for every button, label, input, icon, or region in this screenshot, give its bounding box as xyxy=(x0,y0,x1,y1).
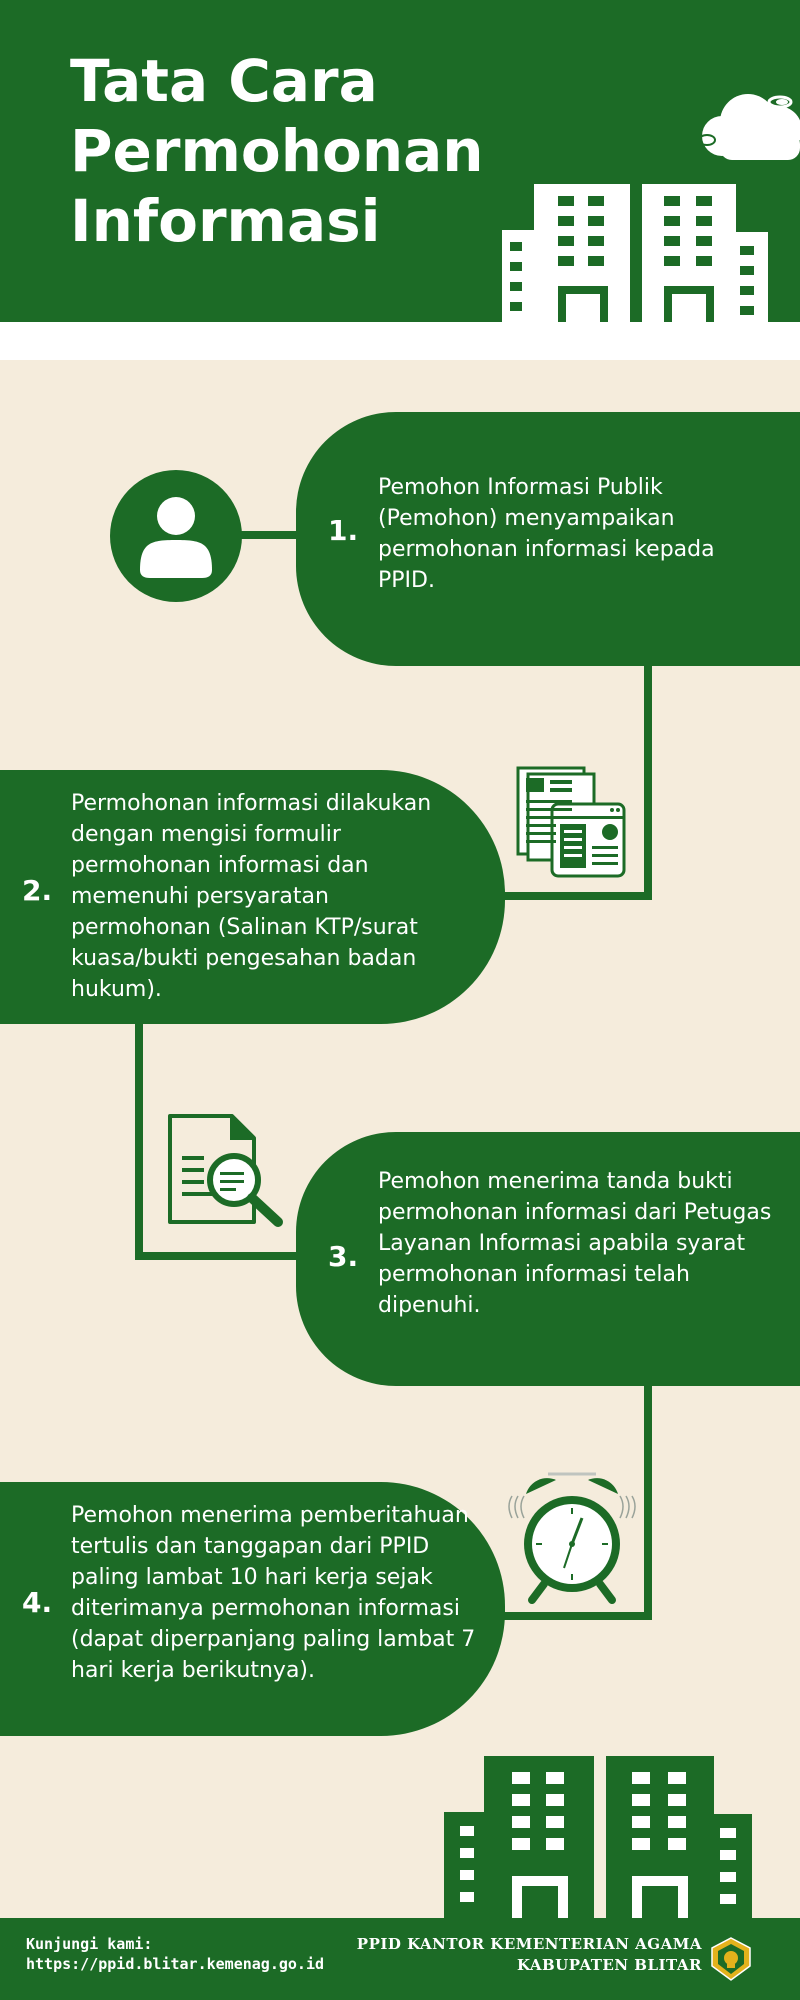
alarm-clock-icon xyxy=(504,1466,640,1606)
connector-line xyxy=(644,1380,652,1620)
title-line-3: Informasi xyxy=(70,187,381,255)
step-4-number: 4. xyxy=(22,1586,53,1619)
title-line-1: Tata Cara xyxy=(70,47,378,115)
step-3-card xyxy=(296,1132,800,1386)
page-title xyxy=(70,46,490,256)
connector-line xyxy=(135,1020,143,1260)
step-4-text: Pemohon menerima pemberitahuan tertulis dan tanggapan dari PPID paling lambat 10 hari kerja sejak diterimanya permohonan informasi (dapat diperpanjang paling lambat 7 hari kerja berikutnya). xyxy=(71,1503,476,1683)
connector-line xyxy=(135,1252,305,1260)
buildings-illustration xyxy=(500,182,780,322)
kemenag-logo-icon xyxy=(708,1936,754,1982)
step-1-number: 1. xyxy=(328,514,359,547)
header-divider xyxy=(0,322,800,360)
step-1-text: Pemohon Informasi Publik (Pemohon) menyampaikan permohonan informasi kepada PPID. xyxy=(378,475,715,593)
user-icon xyxy=(110,470,242,602)
connector-line xyxy=(500,1612,652,1620)
step-4-card xyxy=(0,1482,505,1736)
step-2-text: Permohonan informasi dilakukan dengan mengisi formulir permohonan informasi dan memenuhi persyaratan permohonan (Salinan KTP/surat kuasa/bukti pengesahan badan hukum). xyxy=(71,791,432,1002)
org-line-2: KABUPATEN BLITAR xyxy=(516,1956,702,1974)
documents-form-icon xyxy=(514,764,630,880)
document-search-icon xyxy=(162,1110,286,1234)
connector-line xyxy=(644,660,652,900)
step-3-text: Pemohon menerima tanda bukti permohonan informasi dari Petugas Layanan Informasi apabila syarat permohonan informasi telah dipenuhi. xyxy=(378,1169,772,1318)
step-2-number: 2. xyxy=(22,874,53,907)
footer-visit xyxy=(26,1934,324,1974)
footer-organization xyxy=(357,1934,702,1976)
visit-label: Kunjungi kami: xyxy=(26,1935,153,1953)
connector-line xyxy=(500,892,652,900)
step-2-card xyxy=(0,770,505,1024)
cloud-icon xyxy=(690,86,800,166)
visit-url[interactable]: https://ppid.blitar.kemenag.go.id xyxy=(26,1955,325,1973)
step-1-card xyxy=(296,412,800,666)
buildings-illustration xyxy=(444,1754,756,1920)
step-3-number: 3. xyxy=(328,1240,359,1273)
footer xyxy=(0,1918,800,2000)
header-banner xyxy=(0,0,800,322)
org-line-1: PPID KANTOR KEMENTERIAN AGAMA xyxy=(356,1935,702,1953)
title-line-2: Permohonan xyxy=(70,117,484,185)
